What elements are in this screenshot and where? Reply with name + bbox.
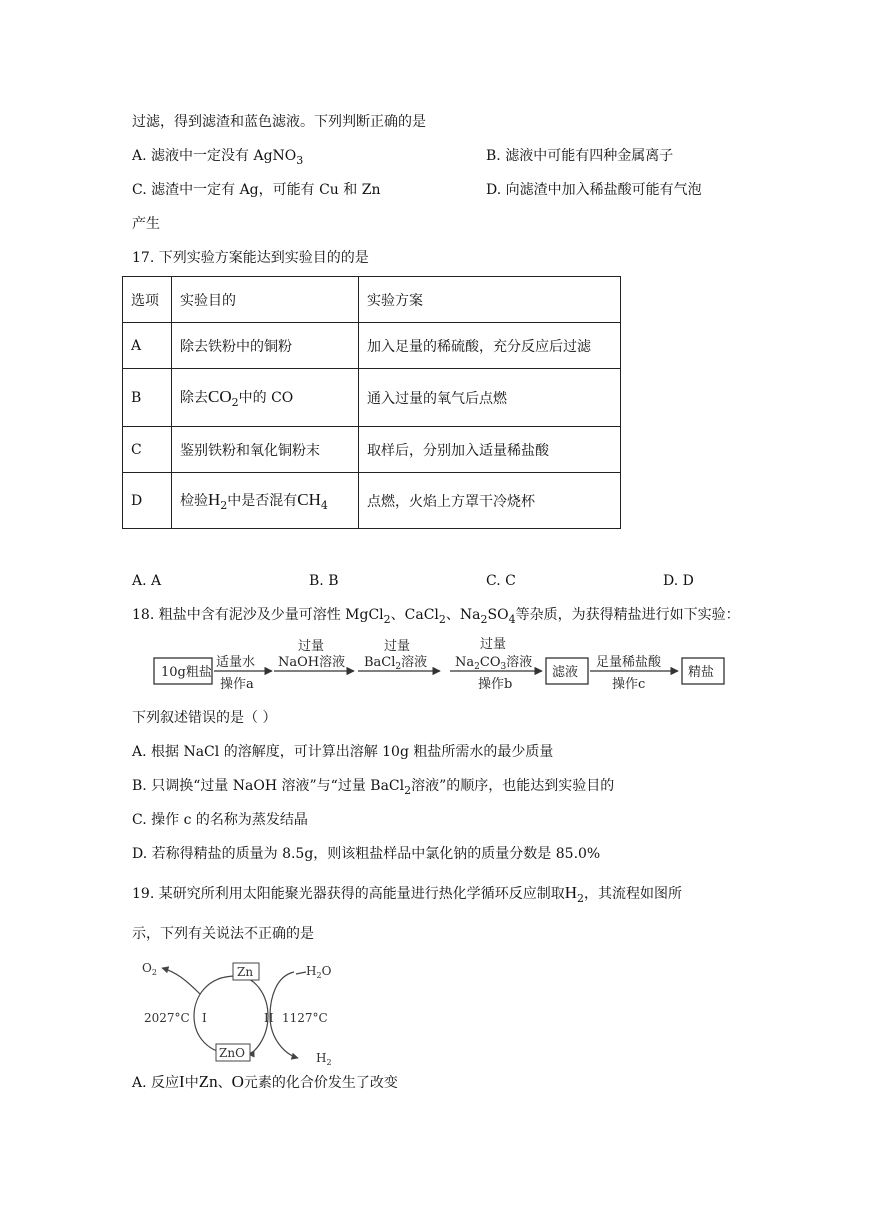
- step3-top-2: BaCl$_2$溶液: [364, 655, 428, 672]
- q18-sub-4: 4: [508, 612, 516, 626]
- step1-top: 适量水: [216, 655, 256, 670]
- q19-stem-pre: 19. 某研究所利用太阳能聚光器获得的高能量进行热化学循环反应制取: [132, 886, 565, 902]
- row-b-formula: CO: [208, 386, 232, 406]
- q18-option-b-pre: B. 只调换“过量 NaOH 溶液”与“过量 BaCl: [132, 778, 405, 794]
- q18-stem-m2: 、Na: [445, 607, 481, 623]
- q16-option-d[interactable]: D. 向滤渣中加入稀盐酸可能有气泡: [486, 182, 702, 198]
- q16-option-a[interactable]: [132, 146, 303, 171]
- q18-option-a[interactable]: A. 根据 NaCl 的溶解度，可计算出溶解 10g 粗盐所需水的最少质量: [132, 744, 554, 760]
- o2-arrow: [162, 968, 200, 994]
- zno-label: ZnO: [219, 1046, 245, 1060]
- row-b-formula-sub: 2: [231, 395, 239, 409]
- row-a-plan: 加入足量的稀硫酸，充分反应后过滤: [359, 323, 621, 369]
- q17-table: [122, 276, 621, 529]
- row-c-option: C: [123, 427, 172, 473]
- h2-label: $H_2$: [316, 1051, 332, 1067]
- row-a-goal: 除去铁粉中的铜粉: [172, 323, 359, 369]
- step3-top-1: 过量: [384, 639, 411, 654]
- q19-formula-sub: 2: [577, 891, 584, 905]
- table-row-d: [123, 473, 621, 529]
- q19-option-a-mid: 中: [184, 1075, 199, 1091]
- box-filtrate-label: 滤液: [552, 665, 579, 680]
- q19-option-a-post: 元素的化合价发生了改变: [243, 1075, 398, 1091]
- header-option: 选项: [123, 277, 172, 323]
- q19-stem: [132, 880, 682, 912]
- row-c-plan: 取样后，分别加入适量稀盐酸: [359, 427, 621, 473]
- header-goal: 实验目的: [172, 277, 359, 323]
- q19-option-a-pre: A. 反应: [132, 1075, 180, 1091]
- row-d-option: D: [123, 473, 172, 529]
- h2o-arrow: [296, 972, 306, 974]
- o2-label: $O_2$: [142, 961, 157, 977]
- q18-option-b-sub: 2: [404, 783, 412, 797]
- row-d-formula-2-sub: 4: [320, 498, 328, 512]
- row-b-goal-pre: 除去: [180, 389, 208, 406]
- q19-formula: H: [564, 883, 577, 902]
- q18-option-b-post: 溶液”的顺序，也能达到实验目的: [411, 778, 615, 794]
- q18-sub-1: 2: [383, 612, 391, 626]
- q17-stem: 17. 下列实验方案能达到实验目的的是: [132, 250, 369, 266]
- step2-top-1: 过量: [298, 639, 325, 654]
- row-b-plan: 通入过量的氧气后点燃: [359, 369, 621, 427]
- step5-top: 足量稀盐酸: [596, 655, 662, 670]
- q18-option-d[interactable]: D. 若称得精盐的质量为 8.5g，则该粗盐样品中氯化钠的质量分数是 85.0%: [132, 846, 601, 862]
- row-d-goal-mid: 中是否混有: [227, 492, 298, 509]
- row-b-goal-mid: 中的 CO: [238, 389, 294, 406]
- q19-stem-continuation: 示，下列有关说法不正确的是: [132, 926, 314, 942]
- row-d-plan: 点燃，火焰上方罩干冷烧杯: [359, 473, 621, 529]
- q16-option-a-text: A. 滤液中一定没有 AgNO: [132, 148, 297, 164]
- q16-option-b[interactable]: B. 滤液中可能有四种金属离子: [486, 148, 674, 164]
- step4-bottom: 操作b: [478, 677, 513, 692]
- row-c-goal: 鉴别铁粉和氧化铜粉末: [172, 427, 359, 473]
- q17-answer-c[interactable]: C. C: [486, 573, 516, 589]
- h2o-label: $H_2O$: [306, 964, 332, 980]
- row-d-goal-pre: 检验: [180, 492, 208, 509]
- q17-answer-d[interactable]: D. D: [663, 573, 694, 589]
- q18-stem-m1: 、CaCl: [390, 607, 439, 623]
- cycle-i-arc-left: [194, 976, 236, 1054]
- table-row-a: [123, 323, 621, 369]
- q16-option-c[interactable]: C. 滤渣中一定有 Ag，可能有 Cu 和 Zn: [132, 182, 381, 198]
- step2-top-2: NaOH溶液: [278, 655, 346, 670]
- q16-stem-continuation: 过滤，得到滤渣和蓝色滤液。下列判断正确的是: [132, 114, 426, 130]
- q16-option-a-sub: 3: [296, 153, 304, 167]
- q18-sub-3: 2: [480, 612, 488, 626]
- q17-answer-a[interactable]: A. A: [132, 573, 162, 589]
- q18-ask: 下列叙述错误的是（ ）: [132, 710, 277, 726]
- q18-flow-diagram: [150, 636, 730, 700]
- q18-stem-post: 等杂质，为获得精盐进行如下实验：: [515, 607, 740, 623]
- q18-stem-pre: 18. 粗盐中含有泥沙及少量可溶性 MgCl: [132, 607, 384, 623]
- q19-option-a-sep: 、: [217, 1075, 232, 1091]
- table-row-c: [123, 427, 621, 473]
- row-d-formula-2: CH: [297, 489, 321, 509]
- table-header-row: [123, 277, 621, 323]
- q18-option-b[interactable]: [132, 776, 614, 801]
- q19-stem-post: ，其流程如图所: [584, 886, 682, 902]
- row-d-goal: [172, 473, 359, 529]
- table-row-b: [123, 369, 621, 427]
- step1-bottom: 操作a: [220, 677, 254, 692]
- q18-stem: [132, 605, 740, 630]
- q16-option-d-continuation: 产生: [132, 216, 160, 232]
- step5-bottom: 操作c: [612, 677, 646, 692]
- zn-label: Zn: [237, 965, 254, 979]
- row-b-goal: [172, 369, 359, 427]
- q19-option-a-zn: Zn: [198, 1072, 218, 1091]
- q18-option-c[interactable]: C. 操作 c 的名称为蒸发结晶: [132, 812, 308, 828]
- q19-option-a-reaction: I: [179, 1072, 185, 1091]
- q19-cycle-diagram: [136, 958, 366, 1070]
- reaction-i-label: I: [202, 1011, 207, 1025]
- q18-sub-2: 2: [438, 612, 446, 626]
- q17-answer-b[interactable]: B. B: [309, 573, 339, 589]
- box-refined-salt-label: 精盐: [688, 665, 715, 680]
- q18-stem-m3: SO: [487, 607, 509, 623]
- q19-option-a-o: O: [231, 1072, 244, 1091]
- row-d-formula-1: H: [208, 489, 221, 509]
- step4-top-1: 过量: [480, 637, 507, 652]
- temp-label-2: 1127°C: [282, 1011, 328, 1025]
- row-a-option: A: [123, 323, 172, 369]
- step4-top-2: $Na_2CO_3$溶液: [455, 655, 533, 672]
- row-d-formula-1-sub: 2: [220, 498, 228, 512]
- q19-option-a[interactable]: [132, 1070, 398, 1095]
- box-crude-salt-label: 10g粗盐: [161, 665, 212, 680]
- header-plan: 实验方案: [359, 277, 621, 323]
- row-b-option: B: [123, 369, 172, 427]
- temp-label-1: 2027°C: [144, 1011, 190, 1025]
- reaction-ii-label: II: [264, 1011, 274, 1025]
